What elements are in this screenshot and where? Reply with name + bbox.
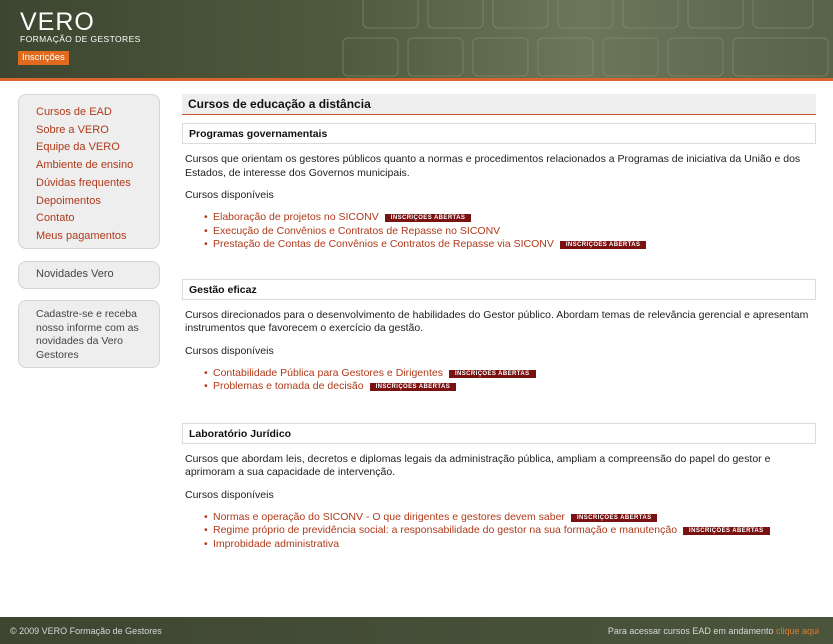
sidebar-item-equipe[interactable]: Equipe da VERO: [36, 141, 120, 154]
brand-subtitle: FORMAÇÃO DE GESTORES: [20, 34, 141, 44]
sidebar-item-depoimentos[interactable]: Depoimentos: [36, 194, 101, 207]
inscricoes-abertas-badge: INSCRIÇÕES ABERTAS: [560, 241, 647, 249]
course-item[interactable]: [204, 380, 816, 394]
site-footer: [0, 617, 833, 644]
site-header: [0, 0, 833, 78]
courses-available-label: Cursos disponíveis: [185, 189, 274, 201]
sidebar-item-pagamentos[interactable]: Meus pagamentos: [36, 229, 127, 242]
inscricoes-abertas-badge: INSCRIÇÕES ABERTAS: [683, 527, 770, 535]
sidebar-item-ambiente[interactable]: Ambiente de ensino: [36, 159, 134, 172]
novidades-box[interactable]: Novidades Vero: [18, 261, 160, 289]
section-title: Gestão eficaz: [182, 279, 816, 300]
course-link[interactable]: Problemas e tomada de decisão: [213, 380, 364, 392]
brand-logo: VERO: [20, 8, 95, 36]
section-description: Cursos que orientam os gestores públicos quanto a normas e procedimentos relacionados a Programas de iniciativa da União e dos Estados, de interesse dos Governos municipais.: [185, 153, 801, 179]
sidebar-nav: [18, 94, 160, 249]
inscricoes-button[interactable]: Inscrições: [18, 51, 69, 65]
main-content: [182, 94, 816, 551]
course-list: [182, 511, 816, 552]
course-item[interactable]: [204, 367, 816, 381]
course-item[interactable]: [204, 524, 816, 538]
course-link[interactable]: Contabilidade Pública para Gestores e Dirigentes: [213, 366, 443, 379]
course-list: [182, 211, 816, 252]
inscricoes-abertas-badge: INSCRIÇÕES ABERTAS: [571, 514, 658, 522]
section-title: Programas governamentais: [182, 123, 816, 144]
inscricoes-abertas-badge: INSCRIÇÕES ABERTAS: [385, 214, 472, 222]
courses-available-label: Cursos disponíveis: [185, 344, 274, 357]
header-divider: [0, 78, 833, 81]
sidebar-item-cursos-ead[interactable]: Cursos de EAD: [36, 106, 112, 118]
footer-copyright: © 2009 VERO Formação de Gestores: [10, 626, 162, 636]
section-description: Cursos direcionados para o desenvolvimento de habilidades do Gestor público. Abordam temas de relevância gerencial e apresentam instrumentos que favorecem o exercício da gestão.: [185, 308, 809, 334]
footer-ead-link[interactable]: clique aqui: [775, 626, 819, 636]
course-item[interactable]: [204, 538, 816, 552]
sidebar-item-duvidas[interactable]: Dúvidas frequentes: [36, 176, 131, 189]
course-link[interactable]: Elaboração de projetos no SICONV: [213, 211, 379, 223]
course-link[interactable]: Regime próprio de previdência social: a responsabilidade do gestor na sua formação e manutenção: [213, 524, 678, 536]
courses-available-label: Cursos disponíveis: [185, 488, 274, 501]
inscricoes-abertas-badge: INSCRIÇÕES ABERTAS: [370, 383, 457, 391]
course-link[interactable]: Execução de Convênios e Contratos de Repasse no SICONV: [213, 224, 501, 237]
course-list: [182, 367, 816, 394]
sidebar-item-sobre[interactable]: Sobre a VERO: [36, 123, 109, 136]
course-item[interactable]: [204, 211, 816, 225]
signup-box[interactable]: Cadastre-se e receba nosso informe com as novidades da Vero Gestores: [18, 300, 160, 368]
inscricoes-abertas-badge: INSCRIÇÕES ABERTAS: [449, 370, 536, 378]
course-link[interactable]: Normas e operação do SICONV - O que dirigentes e gestores devem saber: [213, 510, 565, 523]
course-link[interactable]: Improbidade administrativa: [213, 537, 340, 550]
course-item[interactable]: [204, 225, 816, 239]
sidebar-item-contato[interactable]: Contato: [36, 212, 75, 225]
section-title: Laboratório Jurídico: [182, 423, 816, 444]
course-item[interactable]: [204, 238, 816, 252]
footer-ead-text: Para acessar cursos EAD em andamento: [607, 626, 774, 636]
course-item[interactable]: [204, 511, 816, 525]
footer-ead-access: [608, 626, 819, 636]
section-description: Cursos que abordam leis, decretos e diplomas legais da administração pública, ampliam a compreensão do papel do gestor e aprimoram a sua capacidade de intervenção.: [185, 452, 771, 478]
page-title: Cursos de educação a distância: [182, 94, 816, 115]
course-link[interactable]: Prestação de Contas de Convênios e Contratos de Repasse via SICONV: [213, 238, 554, 250]
keyboard-banner-image: [333, 0, 833, 78]
